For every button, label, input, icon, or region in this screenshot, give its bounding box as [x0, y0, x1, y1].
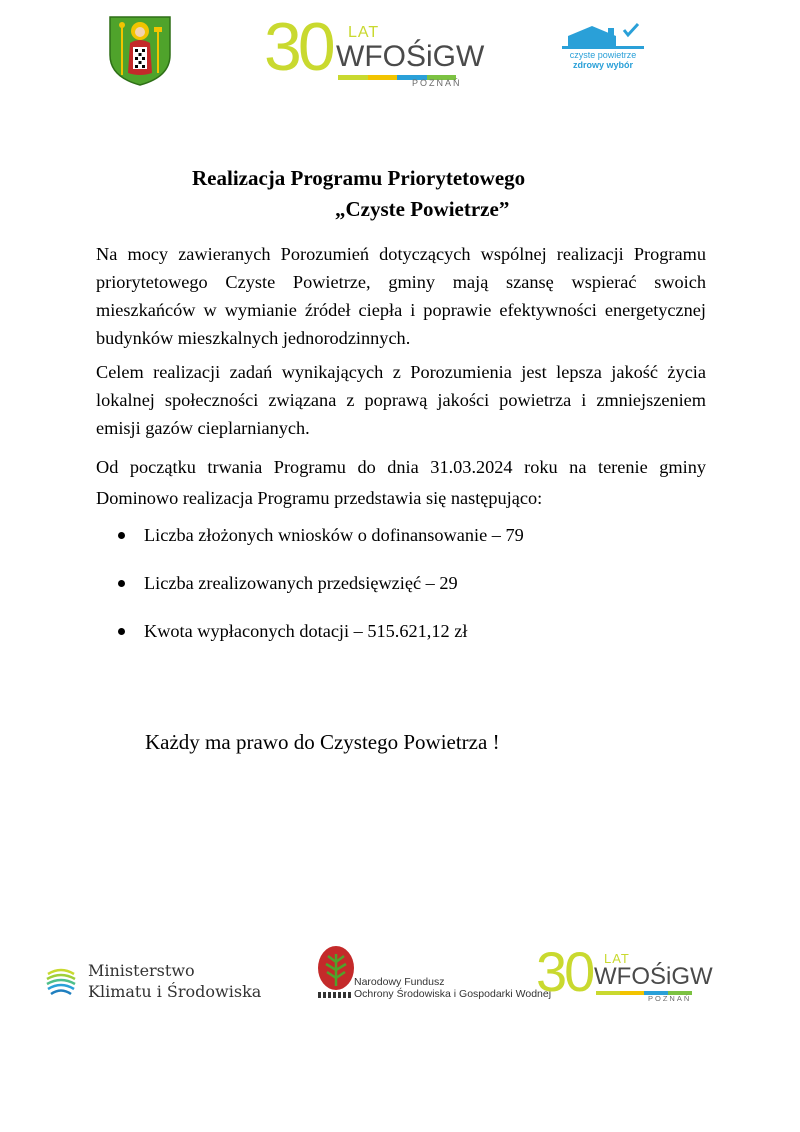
ministerstwo-logo [44, 960, 294, 1010]
paragraph-porozumienia: Na mocy zawieranych Porozumień dotyczących wspólnej realizacji Programu priorytetowego Czyste Powietrze, gminy mają szansę wspierać swoich mieszkańców w wymianie źródeł ciepła i poprawie efektywności energetycznej budynków mieszkalnych jednorodzinnych. [96, 244, 706, 348]
czyste-powietrze-line2: zdrowy wybór [572, 60, 633, 70]
wfosigw-logo [264, 9, 485, 88]
wfosigw-name: WFOŚiGW [336, 40, 485, 73]
ministerstwo-line2: Klimatu i Środowiska [88, 982, 262, 1001]
list-item-dotacje [118, 617, 524, 665]
statistics-list [118, 521, 524, 665]
ministerstwo-line1: Ministerstwo [88, 961, 195, 980]
czyste-powietrze-line1: czyste powietrze [569, 50, 637, 60]
wfosigw-lat: LAT [604, 951, 630, 966]
list-item-przedsiewziecia [118, 569, 524, 617]
header-logos [0, 0, 800, 100]
czyste-powietrze-logo [562, 22, 644, 76]
paragraph-cel: Celem realizacji zadań wynikających z Porozumienia jest lepsza jakość życia lokalnej społeczności związana z poprawą jakości powietrza i zmniejszeniem emisji gazów cieplarnianych. [96, 362, 706, 438]
nfosigw-logo [316, 944, 552, 1006]
list-item-text: Liczba złożonych wniosków o dofinansowanie – 79 [144, 525, 524, 545]
ministerstwo-wave-icon [44, 964, 78, 998]
wfosigw-lat: LAT [348, 24, 380, 41]
wfosigw-30: 30 [536, 940, 593, 1003]
wfosigw-name: WFOŚiGW [594, 963, 713, 990]
bullet-icon [118, 532, 125, 539]
list-item-text: Kwota wypłaconych dotacji – 515.621,12 zł [144, 621, 468, 641]
wfosigw-logo-bottom [536, 940, 713, 1005]
document-title-line2: „Czyste Powietrze” [335, 197, 510, 221]
paragraph-podsumowanie: Od początku trwania Programu do dnia 31.03.2024 roku na terenie gminy Dominowo realizacja Programu przedstawia się następująco: [96, 457, 706, 508]
list-item-text: Liczba zrealizowanych przedsięwzięć – 29 [144, 573, 458, 593]
wfosigw-30: 30 [264, 9, 332, 85]
wfosigw-city: POZNAŃ [412, 78, 462, 88]
slogan: Każdy ma prawo do Czystego Powietrza ! [145, 730, 500, 754]
dominowo-coat-of-arms-icon [108, 15, 172, 87]
bullet-icon [118, 628, 125, 635]
bullet-icon [118, 580, 125, 587]
list-item-wnioski [118, 521, 524, 569]
nfosigw-line2: Ochrony Środowiska i Gospodarki Wodnej [354, 988, 552, 1000]
nfosigw-line1: Narodowy Fundusz [354, 976, 445, 988]
house-icon [562, 22, 644, 50]
document-title-line1: Realizacja Programu Priorytetowego [192, 166, 526, 190]
wfosigw-city: POZNAŃ [648, 994, 692, 1003]
